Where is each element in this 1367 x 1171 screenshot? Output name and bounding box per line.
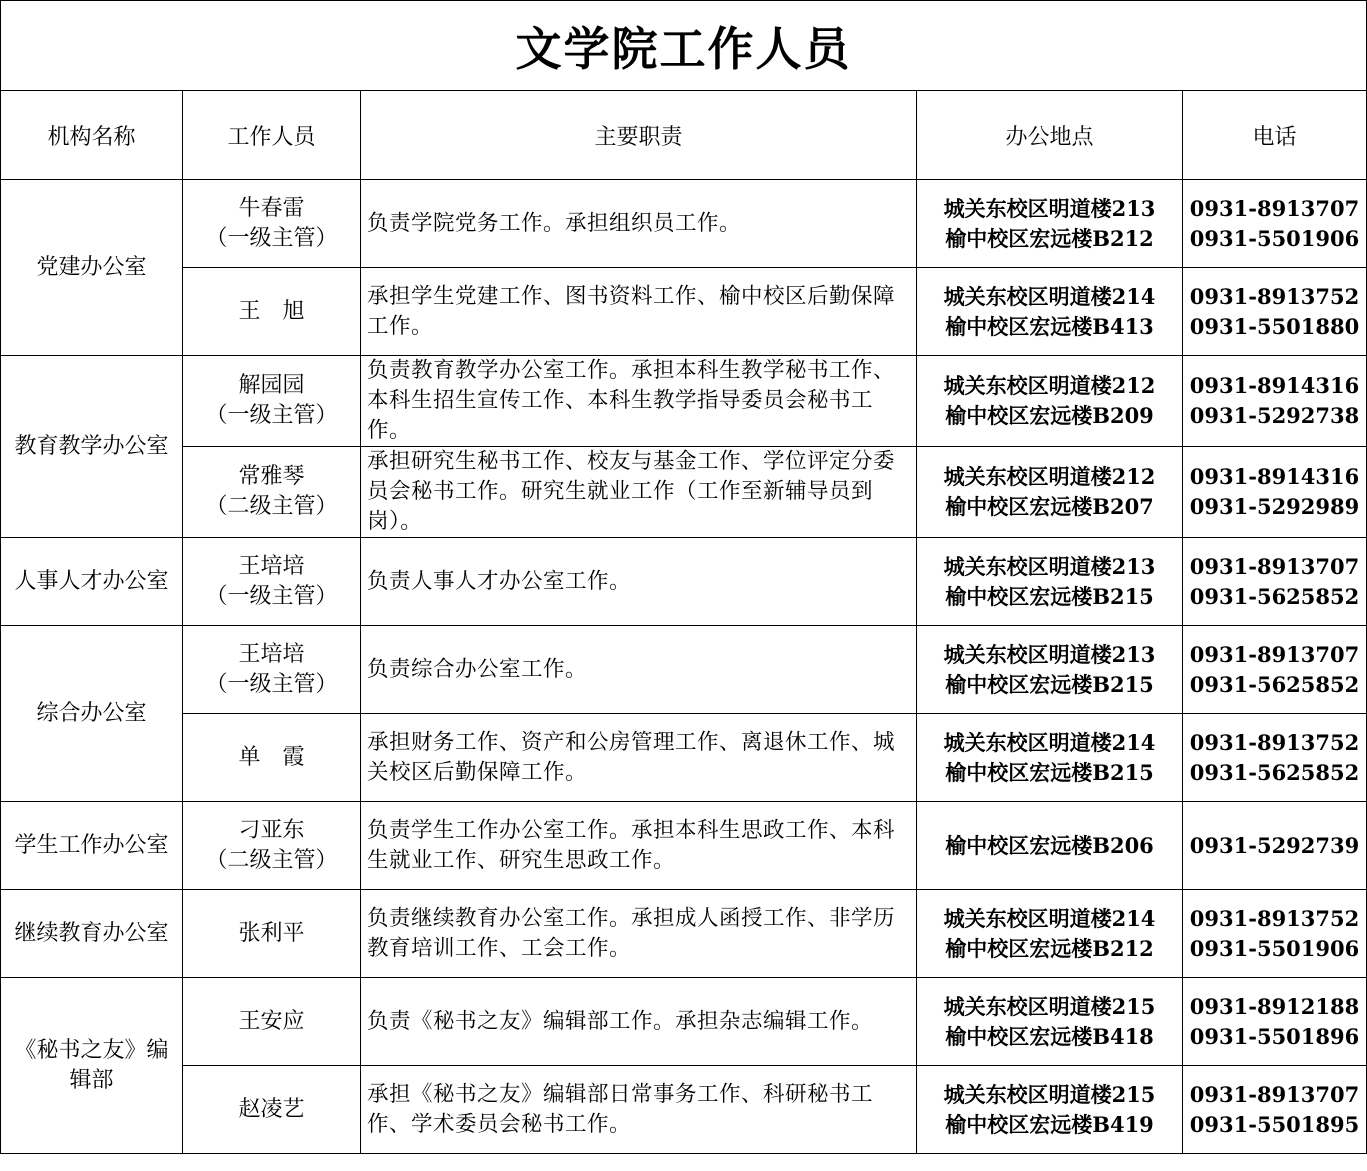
staff-cell <box>183 978 361 1066</box>
duty-cell: 负责人事人才办公室工作。 <box>361 538 917 626</box>
phone-line: 0931-8913707 <box>1189 195 1360 221</box>
org-name-cell: 综合办公室 <box>1 626 183 802</box>
location-cell <box>917 447 1183 538</box>
header-phone: 电话 <box>1183 91 1367 180</box>
location-line: 城关东校区明道楼213 <box>943 195 1156 221</box>
header-row <box>1 91 1367 180</box>
staff-cell <box>183 890 361 978</box>
duty-cell: 负责学院党务工作。承担组织员工作。 <box>361 180 917 268</box>
table-row <box>1 180 1367 268</box>
org-name-cell: 党建办公室 <box>1 180 183 356</box>
staff-level: （一级主管） <box>205 671 338 697</box>
staff-name: 王培培 <box>238 553 305 579</box>
staff-name: 牛春雷 <box>238 195 305 221</box>
phone-line: 0931-8913707 <box>1189 1081 1360 1107</box>
table-row <box>1 356 1367 447</box>
location-line: 榆中校区宏远楼B215 <box>945 759 1154 785</box>
staff-name: 解园园 <box>238 373 305 398</box>
table-row <box>1 802 1367 890</box>
table-row <box>1 978 1367 1066</box>
location-line: 榆中校区宏远楼B418 <box>945 1023 1154 1049</box>
duty-cell: 承担学生党建工作、图书资料工作、榆中校区后勤保障工作。 <box>361 268 917 356</box>
phone-line: 0931-5501895 <box>1189 1111 1360 1137</box>
org-name-cell: 《秘书之友》编辑部 <box>1 978 183 1154</box>
location-line: 城关东校区明道楼214 <box>943 729 1156 755</box>
phone-cell <box>1183 978 1367 1066</box>
location-cell <box>917 978 1183 1066</box>
header-staff: 工作人员 <box>183 91 361 180</box>
phone-line: 0931-8914316 <box>1189 464 1360 489</box>
title-row <box>1 1 1367 91</box>
location-cell <box>917 538 1183 626</box>
header-location: 办公地点 <box>917 91 1183 180</box>
staff-name: 张利平 <box>238 920 305 946</box>
phone-line: 0931-8914316 <box>1189 373 1360 398</box>
table-row <box>1 447 1367 538</box>
location-line: 城关东校区明道楼213 <box>943 553 1156 579</box>
table-row <box>1 626 1367 714</box>
phone-line: 0931-8913752 <box>1189 905 1360 931</box>
staff-cell <box>183 447 361 538</box>
phone-line: 0931-5292738 <box>1189 403 1360 428</box>
duty-cell: 承担《秘书之友》编辑部日常事务工作、科研秘书工作、学术委员会秘书工作。 <box>361 1066 917 1154</box>
location-line: 榆中校区宏远楼B207 <box>945 494 1154 519</box>
location-line: 榆中校区宏远楼B206 <box>945 832 1154 858</box>
staff-name: 常雅琴 <box>238 464 305 489</box>
page-title: 文学院工作人员 <box>1 1 1367 91</box>
staff-cell <box>183 356 361 447</box>
location-line: 城关东校区明道楼214 <box>943 283 1156 309</box>
location-line: 城关东校区明道楼213 <box>943 641 1156 667</box>
location-line: 榆中校区宏远楼B212 <box>945 935 1154 961</box>
phone-cell <box>1183 1066 1367 1154</box>
staff-level: （二级主管） <box>205 494 338 519</box>
staff-level: （一级主管） <box>205 403 338 428</box>
staff-cell <box>183 268 361 356</box>
phone-cell <box>1183 626 1367 714</box>
phone-cell <box>1183 802 1367 890</box>
phone-line: 0931-8913752 <box>1189 283 1360 309</box>
duty-cell: 承担研究生秘书工作、校友与基金工作、学位评定分委员会秘书工作。研究生就业工作（工作至新辅导员到岗）。 <box>361 447 917 538</box>
duty-cell: 负责教育教学办公室工作。承担本科生教学秘书工作、本科生招生宣传工作、本科生教学指导委员会秘书工作。 <box>361 356 917 447</box>
staff-cell <box>183 180 361 268</box>
phone-line: 0931-5501880 <box>1189 313 1360 339</box>
duty-cell: 负责《秘书之友》编辑部工作。承担杂志编辑工作。 <box>361 978 917 1066</box>
header-org: 机构名称 <box>1 91 183 180</box>
phone-cell <box>1183 180 1367 268</box>
phone-cell <box>1183 890 1367 978</box>
org-name-cell: 学生工作办公室 <box>1 802 183 890</box>
duty-cell: 承担财务工作、资产和公房管理工作、离退休工作、城关校区后勤保障工作。 <box>361 714 917 802</box>
table-row <box>1 1066 1367 1154</box>
staff-name: 王安应 <box>238 1008 305 1034</box>
location-line: 榆中校区宏远楼B215 <box>945 671 1154 697</box>
location-line: 榆中校区宏远楼B212 <box>945 225 1154 251</box>
staff-cell <box>183 714 361 802</box>
staff-name: 单 霞 <box>238 744 305 770</box>
table-row <box>1 890 1367 978</box>
staff-name: 王 旭 <box>238 298 305 324</box>
staff-level: （一级主管） <box>205 583 338 609</box>
location-cell <box>917 268 1183 356</box>
location-cell <box>917 1066 1183 1154</box>
location-line: 榆中校区宏远楼B419 <box>945 1111 1154 1137</box>
phone-line: 0931-8913707 <box>1189 553 1360 579</box>
location-line: 城关东校区明道楼215 <box>943 1081 1156 1107</box>
staff-name: 刁亚东 <box>238 817 305 843</box>
location-cell <box>917 180 1183 268</box>
location-cell <box>917 714 1183 802</box>
org-name-cell: 继续教育办公室 <box>1 890 183 978</box>
staff-cell <box>183 802 361 890</box>
staff-cell <box>183 538 361 626</box>
location-cell <box>917 890 1183 978</box>
location-line: 城关东校区明道楼215 <box>943 993 1156 1019</box>
phone-cell <box>1183 714 1367 802</box>
staff-cell <box>183 1066 361 1154</box>
location-cell <box>917 356 1183 447</box>
phone-line: 0931-8913752 <box>1189 729 1360 755</box>
location-line: 城关东校区明道楼212 <box>943 464 1156 489</box>
phone-line: 0931-5625852 <box>1189 671 1360 697</box>
location-cell <box>917 626 1183 714</box>
table-row <box>1 714 1367 802</box>
phone-line: 0931-5501906 <box>1189 225 1360 251</box>
phone-line: 0931-5625852 <box>1189 583 1360 609</box>
staff-name: 赵凌艺 <box>238 1096 305 1122</box>
phone-line: 0931-5292989 <box>1189 494 1360 519</box>
phone-cell <box>1183 447 1367 538</box>
phone-line: 0931-5292739 <box>1189 832 1360 858</box>
phone-cell <box>1183 538 1367 626</box>
phone-line: 0931-5501896 <box>1189 1023 1360 1049</box>
phone-cell <box>1183 268 1367 356</box>
table-row <box>1 538 1367 626</box>
location-line: 榆中校区宏远楼B413 <box>945 313 1154 339</box>
phone-line: 0931-8913707 <box>1189 641 1360 667</box>
org-name-cell: 教育教学办公室 <box>1 356 183 538</box>
duty-cell: 负责学生工作办公室工作。承担本科生思政工作、本科生就业工作、研究生思政工作。 <box>361 802 917 890</box>
location-line: 榆中校区宏远楼B209 <box>945 403 1154 428</box>
org-name-cell: 人事人才办公室 <box>1 538 183 626</box>
staff-cell <box>183 626 361 714</box>
staff-name: 王培培 <box>238 641 305 667</box>
location-line: 榆中校区宏远楼B215 <box>945 583 1154 609</box>
header-duty: 主要职责 <box>361 91 917 180</box>
staff-level: （一级主管） <box>205 225 338 251</box>
table-row <box>1 268 1367 356</box>
location-cell <box>917 802 1183 890</box>
location-line: 城关东校区明道楼214 <box>943 905 1156 931</box>
phone-line: 0931-5501906 <box>1189 935 1360 961</box>
phone-line: 0931-5625852 <box>1189 759 1360 785</box>
staff-level: （二级主管） <box>205 847 338 873</box>
duty-cell: 负责继续教育办公室工作。承担成人函授工作、非学历教育培训工作、工会工作。 <box>361 890 917 978</box>
phone-line: 0931-8912188 <box>1189 993 1360 1019</box>
duty-cell: 负责综合办公室工作。 <box>361 626 917 714</box>
phone-cell <box>1183 356 1367 447</box>
location-line: 城关东校区明道楼212 <box>943 373 1156 398</box>
